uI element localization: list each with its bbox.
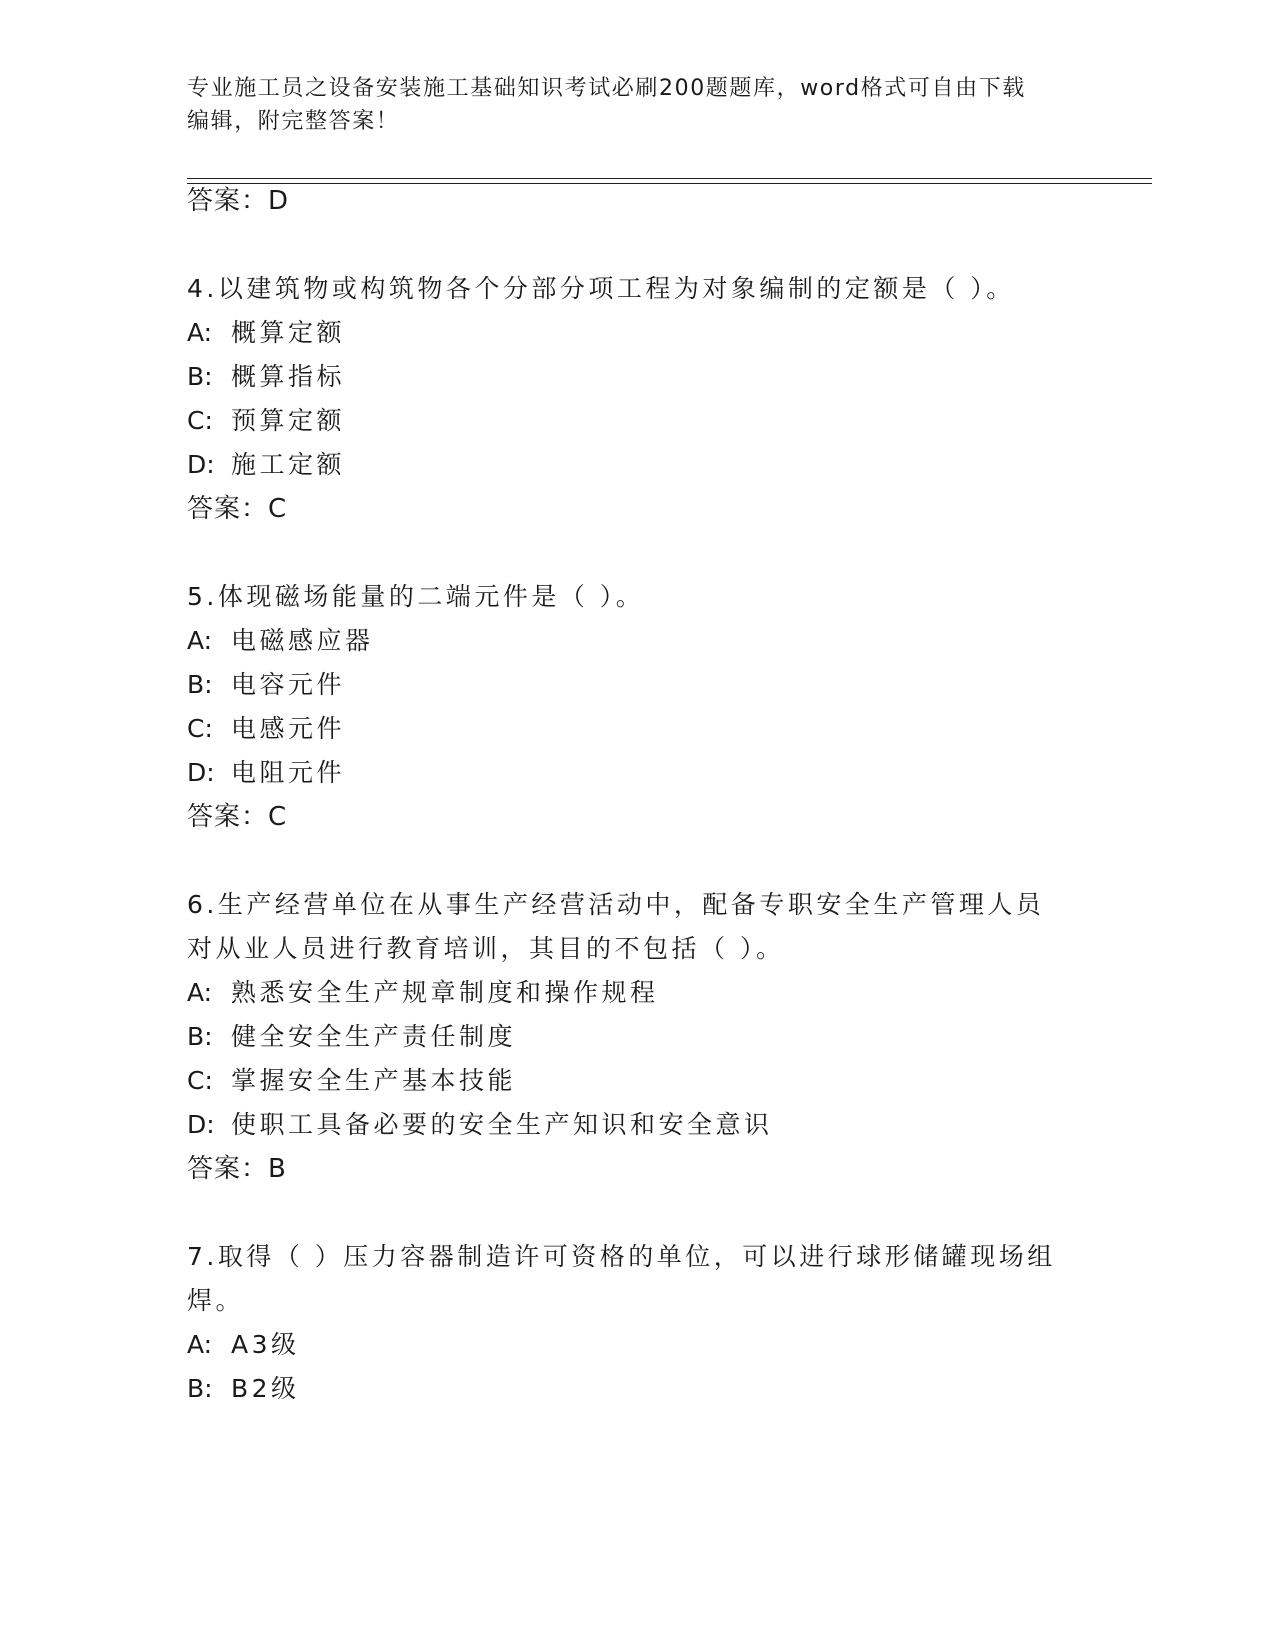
option-text: 电感元件 <box>231 714 346 743</box>
option-5-d <box>187 758 345 788</box>
answer-line: 答案：B <box>187 1154 287 1184</box>
option-letter: B: <box>187 670 213 699</box>
option-letter: A: <box>187 626 213 655</box>
option-5-b <box>187 670 345 700</box>
option-6-d <box>187 1110 773 1140</box>
option-7-b <box>187 1374 300 1404</box>
option-letter: D: <box>187 450 215 479</box>
option-5-a <box>187 626 374 656</box>
option-6-c <box>187 1066 516 1096</box>
header-line-1: 专业施工员之设备安装施工基础知识考试必刷200题题库，word格式可自由下载 <box>187 76 1026 101</box>
option-letter: B: <box>187 362 213 391</box>
header-divider-bottom <box>187 183 1152 184</box>
question-stem-6-line-1: 6.生产经营单位在从事生产经营活动中，配备专职安全生产管理人员 <box>187 890 1045 919</box>
option-text: A3级 <box>231 1330 300 1359</box>
header-divider-top <box>187 178 1152 179</box>
answer-line: 答案：D <box>187 186 290 216</box>
option-6-b <box>187 1022 516 1052</box>
option-letter: C: <box>187 406 213 435</box>
question-stem-6-line-2: 对从业人员进行教育培训，其目的不包括（ ）。 <box>187 934 785 963</box>
header-line-2: 编辑，附完整答案！ <box>187 109 400 134</box>
option-letter: A: <box>187 978 213 1007</box>
option-letter: C: <box>187 1066 213 1095</box>
option-6-a <box>187 978 659 1008</box>
option-text: B2级 <box>231 1374 300 1403</box>
answer-line: 答案：C <box>187 802 288 832</box>
option-text: 概算定额 <box>231 318 346 347</box>
question-stem-7-line-2: 焊。 <box>187 1286 245 1315</box>
question-stem-7-line-1: 7.取得（ ）压力容器制造许可资格的单位，可以进行球形储罐现场组 <box>187 1242 1056 1271</box>
option-text: 预算定额 <box>231 406 346 435</box>
question-stem-4: 4.以建筑物或构筑物各个分部分项工程为对象编制的定额是（ ）。 <box>187 274 1015 303</box>
option-text: 电容元件 <box>231 670 346 699</box>
option-letter: D: <box>187 758 215 787</box>
option-text: 概算指标 <box>231 362 346 391</box>
option-text: 使职工具备必要的安全生产知识和安全意识 <box>231 1110 773 1139</box>
option-text: 电磁感应器 <box>231 626 374 655</box>
document-header <box>187 72 1077 138</box>
option-text: 掌握安全生产基本技能 <box>231 1066 517 1095</box>
option-5-c <box>187 714 345 744</box>
answer-line: 答案：C <box>187 494 288 524</box>
option-4-d <box>187 450 345 480</box>
option-4-c <box>187 406 345 436</box>
option-7-a <box>187 1330 300 1360</box>
option-text: 电阻元件 <box>231 758 346 787</box>
option-letter: B: <box>187 1022 213 1051</box>
option-letter: D: <box>187 1110 215 1139</box>
option-letter: A: <box>187 1330 213 1359</box>
option-text: 施工定额 <box>231 450 346 479</box>
option-letter: B: <box>187 1374 213 1403</box>
option-letter: A: <box>187 318 213 347</box>
option-letter: C: <box>187 714 213 743</box>
option-text: 熟悉安全生产规章制度和操作规程 <box>231 978 659 1007</box>
option-4-b <box>187 362 345 392</box>
option-4-a <box>187 318 345 348</box>
option-text: 健全安全生产责任制度 <box>231 1022 517 1051</box>
question-stem-5: 5.体现磁场能量的二端元件是（ ）。 <box>187 582 645 611</box>
